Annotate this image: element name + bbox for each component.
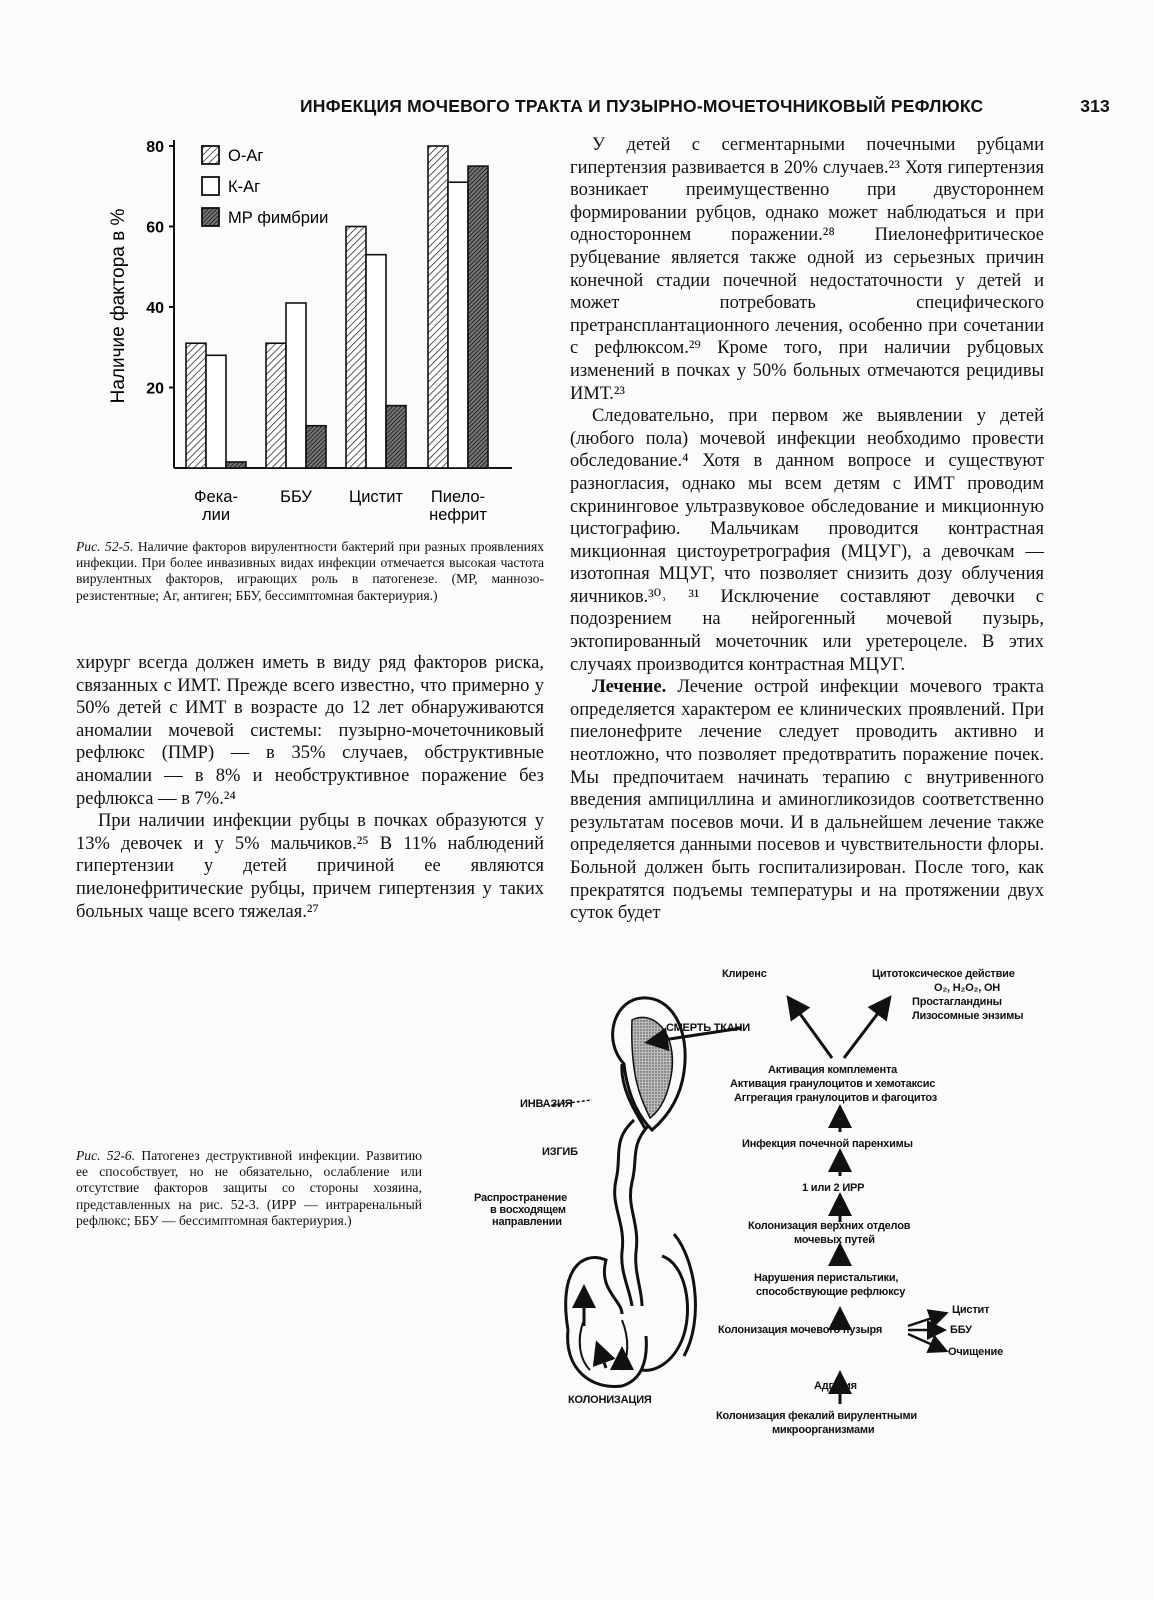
label-tissue-death: СМЕРТЬ ТКАНИ <box>666 1022 750 1034</box>
paragraph: Следовательно, при первом же выявлении у детей (любого пола) мочевой инфекции необходимо провести обследование.⁴ Хотя в данном вопросе и существуют разногласия, однако мы всем детям с ИМТ проводим скрининговое ультразвуковое обследование и микционную цистографию. Мальчикам проводится контрастная микционная цистоуретрография (МЦУГ), а девочкам — изотопная МЦУГ, что позволяет снизить дозу облучения яичников.³⁰˒ ³¹ Исключение составляют девочки с подозрением на нейрогенный мочевой пузырь, эктопированный мочеточник или уретероцеле. В этих случаях производится контрастная МЦУГ. <box>570 406 1044 675</box>
y-tick-label: 20 <box>146 380 164 398</box>
paragraph: При наличии инфекции рубцы в почках образуются у 13% девочек и у 5% мальчиков.²⁵ В 11% наблюдений гипертензии у детей причиной ее являются пиелонефритические рубцы, причем гипертензия у таких больных чаще всего тяжелая.²⁷ <box>76 811 544 922</box>
y-axis-label-group <box>108 208 129 403</box>
legend-swatch-2 <box>202 177 219 195</box>
kidney-drawing <box>613 998 686 1130</box>
paragraph: хирург всегда должен иметь в виду ряд факторов риска, связанных с ИМТ. Прежде всего известно, что примерно у 50% детей с ИМТ в возрасте до 12 лет обнаруживаются аномалии мочевой системы: пузырно-мочеточниковый рефлюкс (ПМР) — в 35% случаев, обструктивные аномалии — в 8% и необструктивное поражение без рефлюкса — в 7%.²⁴ <box>76 653 544 809</box>
bar-1-1 <box>186 343 206 468</box>
bar-1-3 <box>346 227 366 469</box>
bar-3-4 <box>468 166 488 468</box>
ureter-drawing <box>615 1120 648 1306</box>
paragraph <box>570 676 1044 925</box>
bar-2-1 <box>206 355 226 468</box>
y-tick-label: 60 <box>146 219 164 237</box>
label-fecal-2: микроорганизмами <box>772 1424 875 1436</box>
virulence-factor-bar-chart <box>100 130 530 530</box>
bar-2-2 <box>286 303 306 468</box>
label-bbu: ББУ <box>950 1324 972 1336</box>
label-fecal-1: Колонизация фекалий вирулентными <box>716 1410 917 1422</box>
label-colonization: КОЛОНИЗАЦИЯ <box>568 1394 652 1406</box>
figure-52-5-caption <box>76 539 544 604</box>
label-clean: Очищение <box>948 1346 1004 1358</box>
label-adhesion: Адгезия <box>814 1380 857 1392</box>
pathogenesis-diagram <box>472 960 1072 1480</box>
label-cytotoxic-3: Простагландины <box>912 996 1002 1008</box>
x-tick-label: Пиело- <box>430 488 486 506</box>
label-complement-2: Активация гранулоцитов и хемотаксис <box>730 1078 936 1090</box>
x-tick-label: Фека- <box>194 488 238 506</box>
label-peristalsis-2: способствующие рефлюксу <box>756 1286 906 1298</box>
y-tick-label: 40 <box>146 300 164 317</box>
diagram-arrows <box>552 1000 944 1404</box>
legend-swatch-1 <box>202 146 219 164</box>
legend-label-3: МР фимбрии <box>228 209 329 227</box>
label-complement-3: Аггрегация гранулоцитов и фагоцитоз <box>734 1092 938 1104</box>
x-tick-labels <box>194 488 487 524</box>
y-axis-label: Наличие фактора в % <box>108 208 129 404</box>
right-text-column <box>570 134 1044 925</box>
bar-1-2 <box>266 343 286 468</box>
bar-3-2 <box>306 426 326 468</box>
x-tick-label: Цистит <box>348 488 404 506</box>
label-irr: 1 или 2 ИРР <box>802 1182 865 1194</box>
running-header <box>300 96 1110 126</box>
caption-label: Рис. 52-6. <box>76 1148 136 1163</box>
label-ascending-2: в восходящем <box>490 1204 566 1216</box>
caption-label: Рис. 52-5. <box>76 539 134 554</box>
label-parenchyma: Инфекция почечной паренхимы <box>742 1138 913 1150</box>
label-upper-1: Колонизация верхних отделов <box>748 1220 911 1232</box>
label-ascending-1: Распространение <box>474 1192 567 1204</box>
bar-3-3 <box>386 406 406 468</box>
legend-label-1: О-Аг <box>228 147 264 165</box>
bar-2-4 <box>448 182 468 468</box>
label-cytotoxic-4: Лизосомные энзимы <box>912 1010 1024 1022</box>
label-bladder: Колонизация мочевого пузыря <box>718 1324 883 1336</box>
bar-3-1 <box>226 462 246 468</box>
header-title: ИНФЕКЦИЯ МОЧЕВОГО ТРАКТА И ПУЗЫРНО-МОЧЕТОЧНИКОВЫЙ РЕФЛЮКС <box>300 96 984 116</box>
label-invasion: ИНВАЗИЯ <box>520 1098 573 1110</box>
label-bend: ИЗГИБ <box>542 1146 578 1158</box>
caption-text: Патогенез деструктивной инфекции. Развитию ее способствует, но не обязательно, ослабление или отсутствие факторов защиты со стороны хозяина, представленных на рис. 52-3. (ИРР — интраренальный рефлюкс; ББУ — бессимптомная бактериурия.) <box>76 1148 423 1228</box>
label-cytotoxic-1: Цитотоксическое действие <box>872 968 1015 980</box>
x-tick-label: лии <box>201 506 231 524</box>
section-heading: Лечение. <box>592 677 667 698</box>
caption-text: Наличие факторов вирулентности бактерий при разных проявлениях инфекции. При более инвазивных видах инфекции отмечается высокая частота вирулентных факторов, играющих роль в патогенезе. (МР, маннозо-резистентные; Аг, антиген; ББУ, бессимптомная бактериурия.) <box>76 539 545 603</box>
label-cystitis: Цистит <box>952 1304 990 1316</box>
bar-1-4 <box>428 146 448 468</box>
label-clearance: Клиренс <box>722 968 767 980</box>
x-tick-label: нефрит <box>429 506 487 524</box>
y-tick-label: 80 <box>146 139 164 156</box>
bar-2-3 <box>366 255 386 468</box>
label-peristalsis-1: Нарушения перистальтики, <box>754 1272 899 1284</box>
page-number: 313 <box>1080 96 1110 116</box>
paragraph-text: Лечение острой инфекции мочевого тракта определяется характером ее клинических проявлений. При пиелонефрите лечение следует проводить активно и неотложно, что позволяет предотвратить поражение почек. Мы предпочитаем начинать терапию с внутривенного введения ампициллина и аминогликозидов соответственно результатам посевов мочи. И в дальнейшем лечение также определяется данными посевов и чувствительности флоры. Больной должен быть госпитализирован. После того, как прекратятся подъемы температуры и на протяжении двух суток будет <box>570 677 1044 924</box>
label-ascending-3: направлении <box>492 1216 562 1228</box>
figure-52-6-caption <box>76 1148 422 1229</box>
x-tick-label: ББУ <box>280 488 312 506</box>
legend-swatch-3 <box>202 208 219 226</box>
label-upper-2: мочевых путей <box>794 1234 875 1246</box>
label-complement-1: Активация комплемента <box>768 1064 898 1076</box>
legend-label-2: К-Аг <box>228 178 261 196</box>
label-cytotoxic-2: O₂, H₂O₂, OH <box>934 982 1001 994</box>
chart-legend <box>202 146 328 227</box>
left-text-column <box>76 652 544 923</box>
paragraph: У детей с сегментарными почечными рубцами гипертензия развивается в 20% случаев.²³ Хотя гипертензия возникает преимущественно при двустороннем формировании рубцов, однако может наблюдаться и при одностороннем поражении.²⁸ Пиелонефритическое рубцевание является также одной из серьезных причин конечной стадии почечной недостаточности у детей и может потребовать специфического претрансплантационного лечения, особенно при сочетании с рефлюксом.²⁹ Кроме того, при наличии рубцовых изменений в почках у 50% больных отмечаются рецидивы ИМТ.²³ <box>570 135 1044 404</box>
